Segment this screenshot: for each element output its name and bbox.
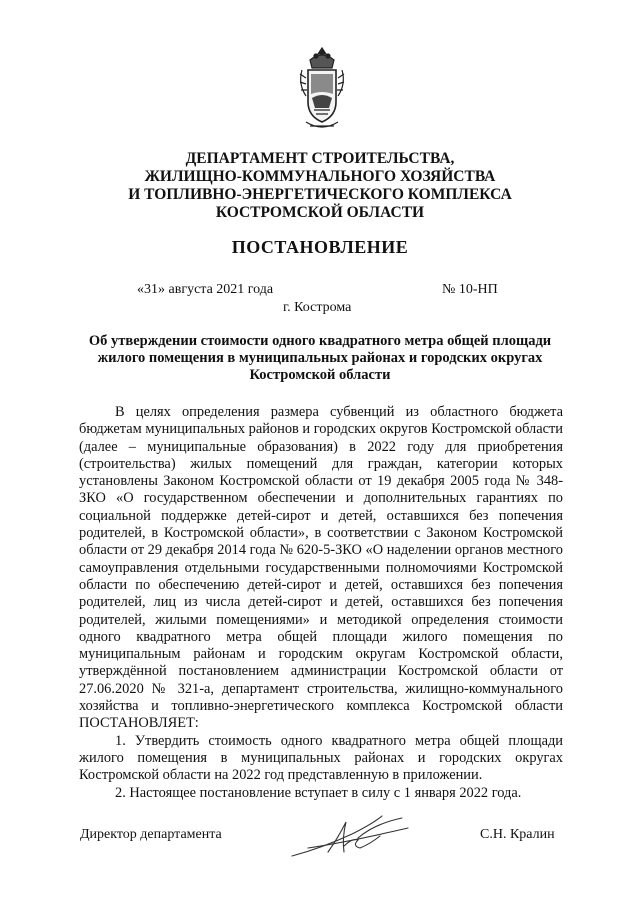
handwritten-signature [288,812,418,864]
subject-line-3: Костромской области [249,367,391,383]
department-line-4: КОСТРОМСКОЙ ОБЛАСТИ [215,204,425,221]
decision-item-1: 1. Утвердить стоимость одного квадратного метра общей площади жилого помещения в муниципальных районах и городских округах Костромской области на 2022 год представленную в приложении. [79,732,563,784]
department-line-2: ЖИЛИЩНО-КОММУНАЛЬНОГО ХОЗЯЙСТВА [144,168,496,185]
department-name [60,150,580,222]
signatory-name: С.Н. Кралин [480,827,555,842]
subject-line-1: Об утверждении стоимости одного квадратного метра общей площади [88,333,552,349]
decision-item-2: 2. Настоящее постановление вступает в силу с 1 января 2022 года. [115,784,522,801]
preamble-paragraph: В целях определения размера субвенций из областного бюджета бюджетам муниципальных районов и городских округов Костромской области (далее – муниципальные образования) в 2022 году для приобретения (строительства) жилых помещений для граждан, категории которых установлены Законом Костромской области от 19 декабря 2005 года № 348-ЗКО «О государственном обеспечении и дополнительных гарантиях по социальной поддержке детей-сирот и детей, оставшихся без попечения родителей, в Костромской области», в соответствии с Законом Костромской области от 29 декабря 2014 года № 620-5-ЗКО «О наделении органов местного самоуправления отдельными государственными полномочиями Костромской области по обеспечению детей-сирот и детей, оставшихся без попечения родителей, лиц из числа детей-сирот и детей, оставшихся без попечения родителей, жилыми помещениями» и методикой определения стоимости одного квадратного метра общей площади жилого помещения по муниципальным районам и городским округам Костромской области, утверждённой постановлением администрации Костромской области от 27.06.2020 № 321-а, департамент строительства, жилищно-коммунального хозяйства и топливно-энергетического комплекса Костромской области ПОСТАНОВЛЯЕТ: [79,404,563,732]
department-line-3: И ТОПЛИВНО-ЭНЕРГЕТИЧЕСКОГО КОМПЛЕКСА [128,186,512,203]
document-number: № 10-НП [442,282,498,297]
department-line-1: ДЕПАРТАМЕНТ СТРОИТЕЛЬСТВА, [185,150,455,167]
document-body [79,404,563,802]
signatory-title: Директор департамента [80,827,222,842]
document-subject [70,333,570,384]
coat-of-arms-emblem [296,44,348,134]
subject-line-2: жилого помещения в муниципальных районах и городских округах [97,350,543,366]
document-city: г. Кострома [283,300,352,315]
document-date: «31» августа 2021 года [137,282,274,297]
document-type-title: ПОСТАНОВЛЕНИЕ [231,237,409,257]
